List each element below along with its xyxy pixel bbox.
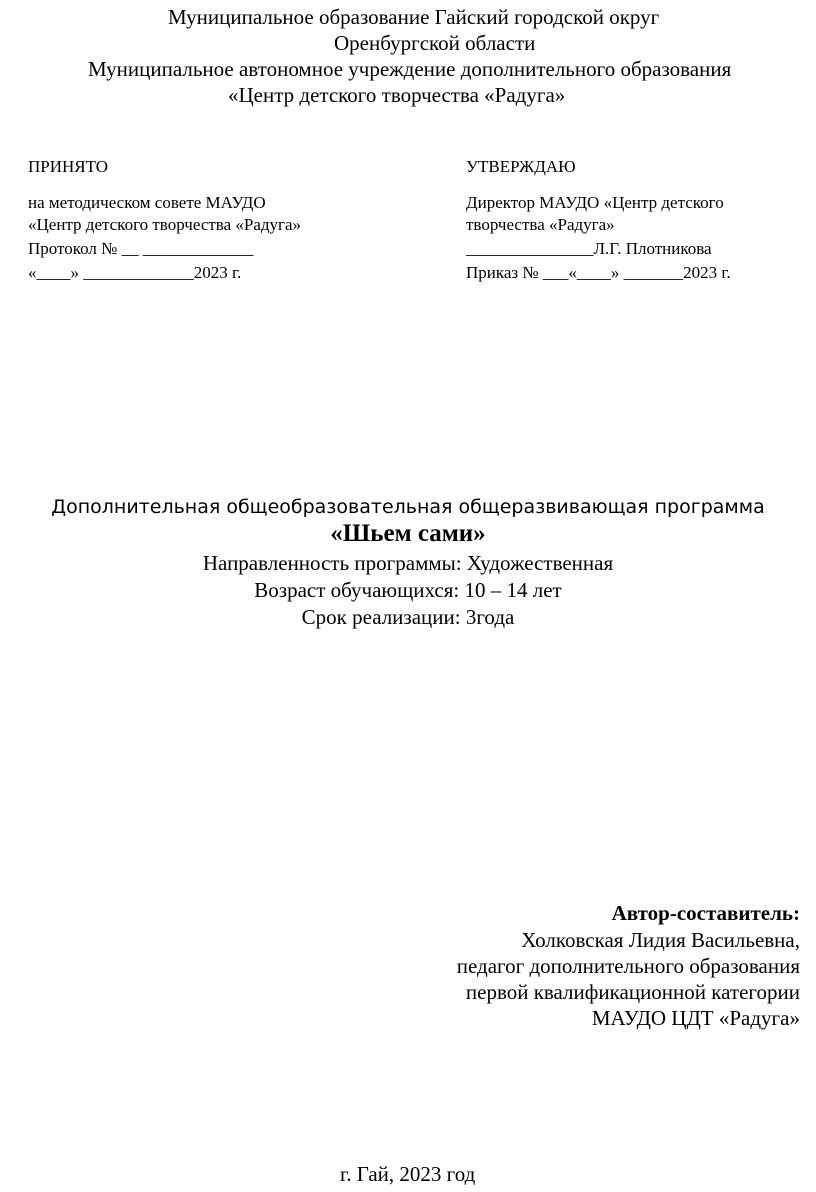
program-age: Возраст обучающихся: 10 – 14 лет — [254, 578, 562, 602]
author-organization: МАУДО ЦДТ «Радуга» — [591, 1006, 800, 1030]
author-name: Холковская Лидия Васильевна, — [521, 928, 800, 952]
program-term: Срок реализации: 3года — [301, 605, 515, 629]
author-category: первой квалификационной категории — [465, 980, 800, 1004]
program-direction: Направленность программы: Художественная — [202, 551, 614, 575]
author-position: педагог дополнительного образования — [456, 954, 800, 978]
accepted-council: на методическом совете МАУДО — [28, 193, 266, 212]
footer-place-year: г. Гай, 2023 год — [340, 1162, 476, 1186]
accepted-protocol: Протокол № __ _____________ — [28, 239, 254, 258]
accepted-date: «____» _____________2023 г. — [28, 263, 242, 282]
accepted-title: ПРИНЯТО — [28, 157, 109, 176]
header-municipality: Муниципальное образование Гайский городской округ — [168, 5, 660, 29]
header-center-name: «Центр детского творчества «Радуга» — [228, 83, 566, 107]
approved-director: Директор МАУДО «Центр детского — [466, 193, 724, 212]
header-region: Оренбургской области — [334, 31, 536, 55]
approved-order: Приказ № ___«____» _______2023 г. — [466, 263, 731, 282]
approved-signature: _______________Л.Г. Плотникова — [466, 239, 712, 258]
approved-title: УТВЕРЖДАЮ — [466, 157, 576, 176]
program-name: «Шьем сами» — [330, 520, 486, 547]
approved-center: творчества «Радуга» — [466, 215, 615, 234]
accepted-center: «Центр детского творчества «Радуга» — [28, 215, 302, 234]
program-type: Дополнительная общеобразовательная общеразвивающая программа — [51, 496, 765, 518]
author-label: Автор-составитель: — [611, 901, 800, 925]
header-institution: Муниципальное автономное учреждение дополнительного образования — [88, 57, 732, 81]
